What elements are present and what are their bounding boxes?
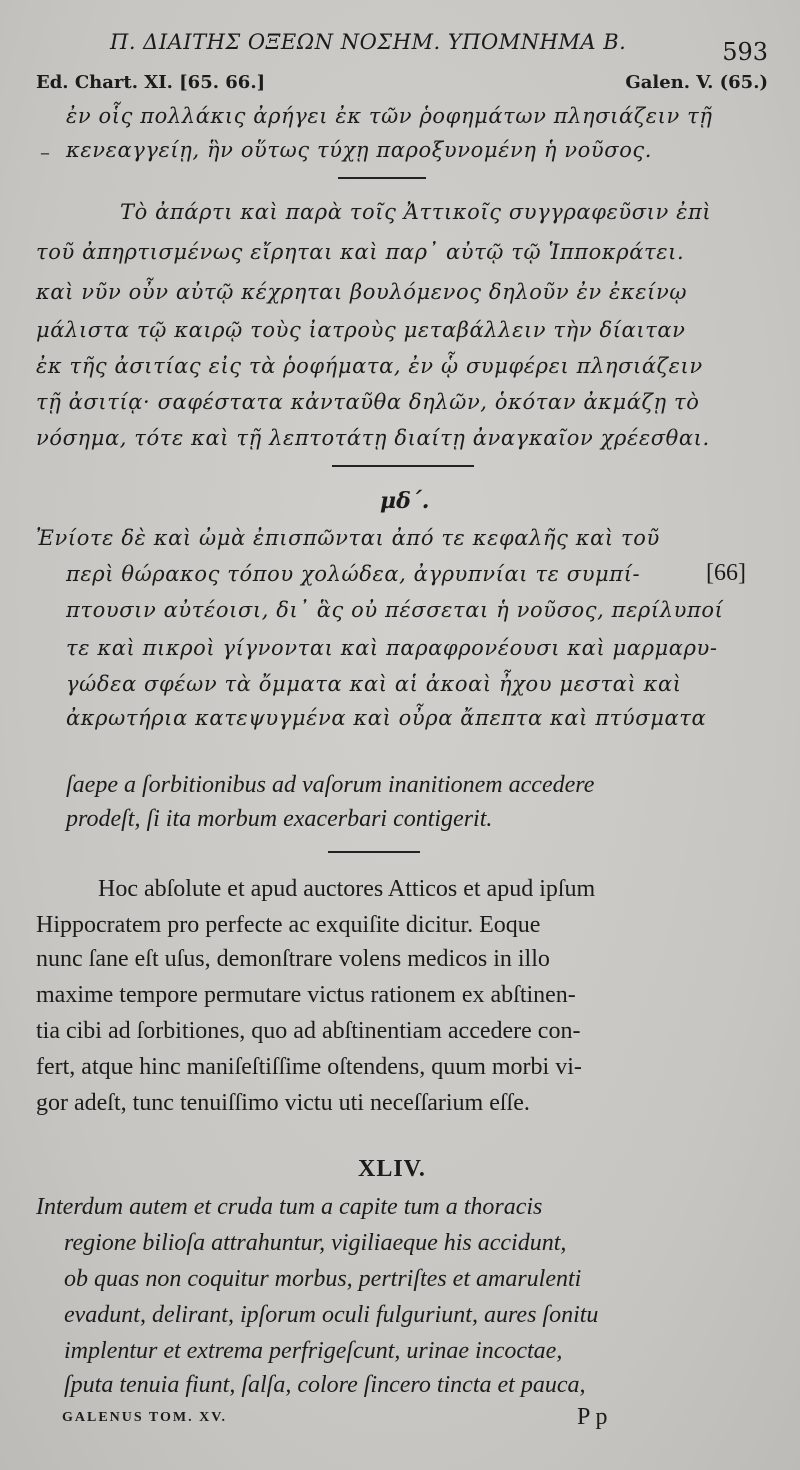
latin-text-line: prodeſt, ſi ita morbum exacerbari contigerit. xyxy=(66,806,493,832)
latin-aphorism-line: regione bilioſa attrahuntur, vigiliaeque his accidunt, xyxy=(64,1230,567,1256)
section-divider-rule xyxy=(338,177,426,179)
latin-commentary-line: Hoc abſolute et apud auctores Atticos et apud ipſum xyxy=(98,876,596,902)
greek-text-line: ἐν οἷς πολλάκις ἀρήγει ἐκ τῶν ῥοφημάτων πλησιάζειν τῇ xyxy=(66,104,713,128)
edition-reference-right: Galen. V. (65.) xyxy=(625,72,768,93)
greek-commentary-line: καὶ νῦν οὖν αὐτῷ κέχρηται βουλόμενος δηλοῦν ἐν ἐκείνῳ xyxy=(36,280,688,304)
marginal-page-reference: [66] xyxy=(706,560,746,586)
running-head: Π. ΔΙΑΙΤΗΣ ΟΞΕΩΝ ΝΟΣΗΜ. ΥΠΟΜΝΗΜΑ Β. xyxy=(110,30,627,54)
latin-text-line: ſaepe a ſorbitionibus ad vaſorum inanitionem accedere xyxy=(66,772,595,798)
latin-commentary-line: tia cibi ad ſorbitiones, quo ad abſtinentiam accedere con- xyxy=(36,1018,581,1044)
greek-text-line: κενεαγγείῃ, ἣν οὕτως τύχῃ παροξυνομένη ἡ νοῦσος. xyxy=(66,138,653,162)
greek-commentary-line: τοῦ ἀπηρτισμένως εἴρηται καὶ παρ᾽ αὐτῷ τῷ Ἱπποκράτει. xyxy=(36,240,685,264)
latin-commentary-line: nunc ſane eſt uſus, demonſtrare volens medicos in illo xyxy=(36,946,550,972)
greek-aphorism-line: γώδεα σφέων τὰ ὄμματα καὶ αἱ ἀκοαὶ ἦχου μεσταὶ καὶ xyxy=(66,672,682,696)
latin-aphorism-line: Interdum autem et cruda tum a capite tum a thoracis xyxy=(36,1194,543,1220)
greek-commentary-line: τῇ ἀσιτίᾳ· σαφέστατα κἀνταῦθα δηλῶν, ὁκόταν ἀκμάζῃ τὸ xyxy=(36,390,700,414)
latin-aphorism-line: ob quas non coquitur morbus, pertriſtes et amarulenti xyxy=(64,1266,582,1292)
section-divider-rule xyxy=(328,851,420,853)
latin-commentary-line: gor adeſt, tunc tenuiſſimo victu uti neceſſarium eſſe. xyxy=(36,1090,530,1116)
greek-aphorism-line: τε καὶ πικροὶ γίγνονται καὶ παραφρονέουσι καὶ μαρμαρυ- xyxy=(66,636,718,660)
latin-aphorism-line: evadunt, delirant, ipſorum oculi fulguriunt, aures ſonitu xyxy=(64,1302,599,1328)
latin-aphorism-line: ſputa tenuia fiunt, ſalſa, colore ſincero tincta et pauca, xyxy=(64,1372,586,1398)
latin-commentary-line: fert, atque hinc maniſeſtiſſime oſtendens, quum morbi vi- xyxy=(36,1054,582,1080)
signature-footer: GALENUS TOM. XV. xyxy=(62,1410,228,1425)
greek-commentary-line: Τὸ ἀπάρτι καὶ παρὰ τοῖς Ἀττικοῖς συγγραφεῦσιν ἐπὶ xyxy=(120,200,712,224)
greek-section-heading: μδ΄. xyxy=(380,488,430,514)
greek-aphorism-line: περὶ θώρακος τόπου χολώδεα, ἀγρυπνίαι τε συμπί- xyxy=(66,562,641,586)
greek-aphorism-line: πτουσιν αὐτέοισι, δι᾽ ἃς οὐ πέσσεται ἡ νοῦσος, περίλυποί xyxy=(66,598,724,622)
edition-reference-left: Ed. Chart. XI. [65. 66.] xyxy=(36,72,266,93)
greek-commentary-line: μάλιστα τῷ καιρῷ τοὺς ἰατροὺς μεταβάλλειν τὴν δίαιταν xyxy=(36,318,686,342)
signature-mark: P p xyxy=(577,1404,608,1430)
greek-aphorism-line: ἀκρωτήρια κατεψυγμένα καὶ οὖρα ἄπεπτα καὶ πτύσματα xyxy=(66,706,707,730)
latin-commentary-line: maxime tempore permutare victus rationem ex abſtinen- xyxy=(36,982,576,1008)
page-number: 593 xyxy=(722,38,768,66)
section-divider-rule xyxy=(332,465,474,467)
greek-commentary-line: ἐκ τῆς ἀσιτίας εἰς τὰ ῥοφήματα, ἐν ᾧ συμφέρει πλησιάζειν xyxy=(36,354,703,378)
latin-commentary-line: Hippocratem pro perfecte ac exquiſite dicitur. Eoque xyxy=(36,912,541,938)
latin-aphorism-line: implentur et extrema perfrigeſcunt, urinae incoctae, xyxy=(64,1338,563,1364)
latin-section-heading: XLIV. xyxy=(358,1156,426,1182)
margin-dash-mark: – xyxy=(40,140,50,164)
greek-aphorism-line: Ἐνίοτε δὲ καὶ ὠμὰ ἐπισπῶνται ἀπό τε κεφαλῆς καὶ τοῦ xyxy=(36,526,660,550)
greek-commentary-line: νόσημα, τότε καὶ τῇ λεπτοτάτῃ διαίτῃ ἀναγκαῖον χρέεσθαι. xyxy=(36,426,710,450)
